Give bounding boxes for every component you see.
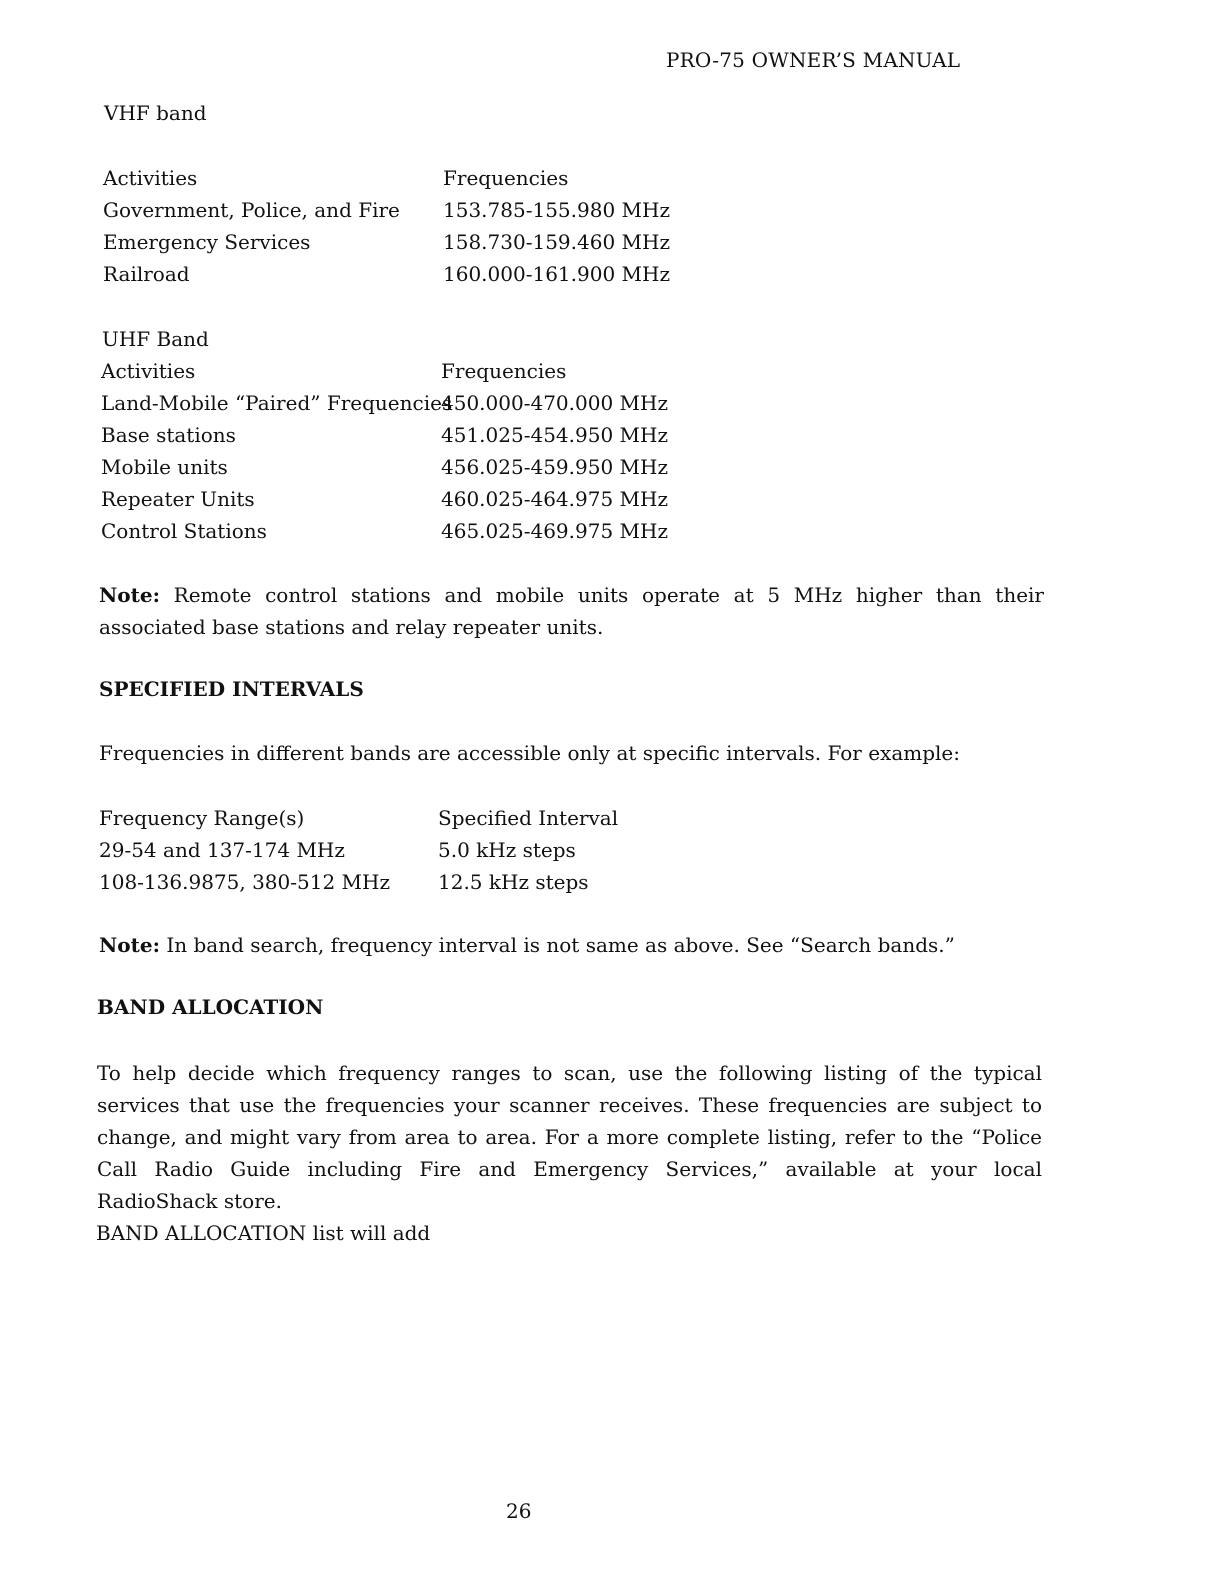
intervals-intro: Frequencies in different bands are accessible only at specific intervals. For example: bbox=[99, 741, 960, 765]
note-text: Remote control stations and mobile units operate at 5 MHz higher than their associated base stations and relay repeater units. bbox=[99, 583, 1044, 639]
frequency-cell: 160.000-161.900 MHz bbox=[443, 262, 670, 286]
frequency-cell: 153.785-155.980 MHz bbox=[443, 198, 670, 222]
activity-cell: Land-Mobile “Paired” Frequencies bbox=[101, 391, 453, 415]
frequency-cell: 450.000-470.000 MHz bbox=[441, 391, 668, 415]
table-row bbox=[101, 547, 721, 579]
intervals-table bbox=[99, 802, 719, 898]
activity-cell: Government, Police, and Fire bbox=[103, 198, 400, 222]
table-row bbox=[103, 226, 703, 258]
table-row bbox=[103, 194, 703, 226]
intervals-header-row bbox=[99, 802, 719, 834]
band-allocation-heading: BAND ALLOCATION bbox=[97, 995, 324, 1019]
table-row bbox=[99, 834, 719, 866]
note-text: In band search, frequency interval is not same as above. See “Search bands.” bbox=[159, 933, 955, 957]
vhf-col-activities: Activities bbox=[103, 166, 198, 190]
table-row bbox=[101, 387, 721, 419]
frequency-cell: 158.730-159.460 MHz bbox=[443, 230, 670, 254]
specified-intervals-heading: SPECIFIED INTERVALS bbox=[99, 677, 364, 701]
frequency-cell: 451.025-454.950 MHz bbox=[441, 423, 668, 447]
range-cell: 29-54 and 137-174 MHz bbox=[99, 838, 345, 862]
uhf-col-frequencies: Frequencies bbox=[441, 359, 567, 383]
activity-cell: Railroad bbox=[103, 262, 190, 286]
page-header: PRO-75 OWNER’S MANUAL bbox=[666, 48, 961, 72]
activity-cell: Repeater Units bbox=[101, 487, 255, 511]
frequency-cell: 460.025-464.975 MHz bbox=[441, 487, 668, 511]
activity-cell: Control Stations bbox=[101, 519, 267, 543]
vhf-col-frequencies: Frequencies bbox=[443, 166, 569, 190]
activity-cell: Emergency Services bbox=[103, 230, 311, 254]
frequency-cell: 465.025-469.975 MHz bbox=[441, 519, 668, 543]
page-number: 26 bbox=[506, 1499, 532, 1523]
interval-cell: 12.5 kHz steps bbox=[438, 870, 589, 894]
uhf-table bbox=[101, 355, 721, 579]
table-row bbox=[99, 866, 719, 898]
note-label: Note: bbox=[99, 583, 160, 607]
col-specified-interval: Specified Interval bbox=[438, 806, 619, 830]
note-remote-control bbox=[99, 579, 1044, 643]
band-allocation-paragraph: To help decide which frequency ranges to scan, use the following listing of the typical services that use the frequencies your scanner receives. These frequencies are subject to change, and might vary from area to area. For a more complete listing, refer to the “Police Call Radio Guide including Fire and Emergency Services,” available at your local RadioShack store. bbox=[97, 1061, 1042, 1213]
activity-cell: Base stations bbox=[101, 423, 236, 447]
table-row bbox=[101, 515, 721, 547]
vhf-table bbox=[103, 162, 703, 290]
uhf-col-activities: Activities bbox=[101, 359, 196, 383]
table-row bbox=[101, 419, 721, 451]
band-allocation-placeholder: BAND ALLOCATION list will add bbox=[96, 1221, 431, 1245]
note-band-search bbox=[99, 929, 1044, 961]
frequency-cell: 456.025-459.950 MHz bbox=[441, 455, 668, 479]
col-frequency-range: Frequency Range(s) bbox=[99, 806, 305, 830]
range-cell: 108-136.9875, 380-512 MHz bbox=[99, 870, 390, 894]
uhf-header-row bbox=[101, 355, 721, 387]
table-row bbox=[101, 451, 721, 483]
interval-cell: 5.0 kHz steps bbox=[438, 838, 576, 862]
vhf-header-row bbox=[103, 162, 703, 194]
vhf-title: VHF band bbox=[104, 101, 207, 125]
table-row bbox=[103, 258, 703, 290]
uhf-title: UHF Band bbox=[102, 327, 209, 351]
note-label: Note: bbox=[99, 933, 160, 957]
activity-cell: Mobile units bbox=[101, 455, 228, 479]
table-row bbox=[101, 483, 721, 515]
